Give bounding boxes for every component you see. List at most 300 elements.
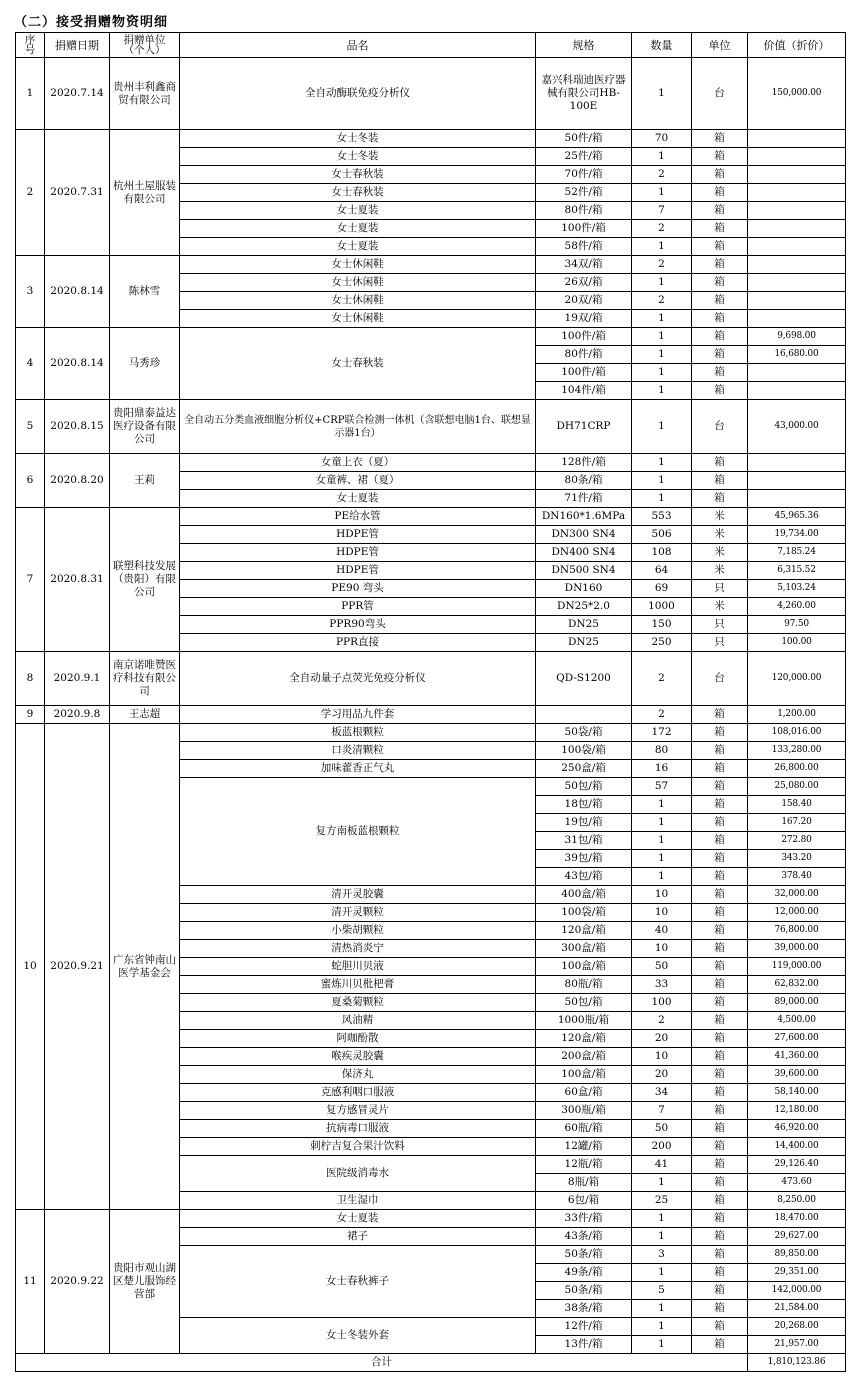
item-name-cell: 板蓝根颗粒 (180, 724, 536, 742)
spec-cell: 18包/箱 (536, 796, 632, 814)
value-cell: 378.40 (748, 868, 846, 886)
qty-cell: 1 (632, 184, 692, 202)
value-cell (748, 454, 846, 472)
unit-cell: 箱 (692, 994, 748, 1012)
value-cell: 58,140.00 (748, 1084, 846, 1102)
item-name-cell: 裙子 (180, 1228, 536, 1246)
date-cell: 2020.8.20 (45, 454, 110, 508)
value-cell: 150,000.00 (748, 58, 846, 130)
unit-cell: 箱 (692, 490, 748, 508)
unit-cell: 箱 (692, 1300, 748, 1318)
qty-cell: 1 (632, 310, 692, 328)
unit-cell: 箱 (692, 724, 748, 742)
qty-cell: 34 (632, 1084, 692, 1102)
spec-cell: 100件/箱 (536, 220, 632, 238)
header-row (16, 33, 846, 58)
unit-cell: 米 (692, 544, 748, 562)
qty-cell: 57 (632, 778, 692, 796)
qty-cell: 2 (632, 652, 692, 706)
spec-cell: 33件/箱 (536, 1210, 632, 1228)
header-spec: 规格 (536, 33, 632, 58)
value-cell: 7,185.24 (748, 544, 846, 562)
spec-cell: 70件/箱 (536, 166, 632, 184)
unit-cell: 米 (692, 562, 748, 580)
value-cell: 62,832.00 (748, 976, 846, 994)
item-name-cell: 女士休闲鞋 (180, 292, 536, 310)
qty-cell: 2 (632, 220, 692, 238)
spec-cell: 52件/箱 (536, 184, 632, 202)
item-name-cell: 女士春秋裤子 (180, 1246, 536, 1318)
spec-cell: DN25 (536, 616, 632, 634)
qty-cell: 1 (632, 1264, 692, 1282)
qty-cell: 41 (632, 1156, 692, 1174)
seq-cell: 3 (16, 256, 45, 328)
unit-cell: 箱 (692, 1030, 748, 1048)
item-name-cell: 阿咖酚散 (180, 1030, 536, 1048)
item-name-cell: 加味藿香正气丸 (180, 760, 536, 778)
value-cell: 18,470.00 (748, 1210, 846, 1228)
item-name-cell: 全自动酶联免疫分析仪 (180, 58, 536, 130)
spec-cell: DN400 SN4 (536, 544, 632, 562)
item-name-cell: 女士春秋装 (180, 166, 536, 184)
donor-cell: 贵州丰利鑫商贸有限公司 (110, 58, 180, 130)
value-cell: 20,268.00 (748, 1318, 846, 1336)
item-name-cell: 女士冬装外套 (180, 1318, 536, 1354)
table-row (16, 256, 846, 274)
item-name-cell: 复方感冒灵片 (180, 1102, 536, 1120)
spec-cell: 50件/箱 (536, 130, 632, 148)
item-name-cell: 抗病毒口服液 (180, 1120, 536, 1138)
spec-cell: 80件/箱 (536, 202, 632, 220)
item-name-cell: 清开灵胶囊 (180, 886, 536, 904)
qty-cell: 250 (632, 634, 692, 652)
value-cell: 142,000.00 (748, 1282, 846, 1300)
value-cell (748, 184, 846, 202)
qty-cell: 16 (632, 760, 692, 778)
table-row (16, 328, 846, 346)
unit-cell: 箱 (692, 706, 748, 724)
spec-cell: 50包/箱 (536, 778, 632, 796)
item-name-cell: 清开灵颗粒 (180, 904, 536, 922)
spec-cell: 50袋/箱 (536, 724, 632, 742)
date-cell: 2020.8.15 (45, 400, 110, 454)
unit-cell: 箱 (692, 958, 748, 976)
item-name-cell: 喉疾灵胶囊 (180, 1048, 536, 1066)
qty-cell: 25 (632, 1192, 692, 1210)
spec-cell: 13件/箱 (536, 1336, 632, 1354)
qty-cell: 1 (632, 238, 692, 256)
unit-cell: 箱 (692, 796, 748, 814)
qty-cell: 10 (632, 886, 692, 904)
date-cell: 2020.9.21 (45, 724, 110, 1210)
unit-cell: 箱 (692, 202, 748, 220)
value-cell: 167.20 (748, 814, 846, 832)
unit-cell: 箱 (692, 778, 748, 796)
item-name-cell: 蛇胆川贝液 (180, 958, 536, 976)
qty-cell: 1 (632, 1174, 692, 1192)
value-cell: 4,500.00 (748, 1012, 846, 1030)
value-cell: 5,103.24 (748, 580, 846, 598)
qty-cell: 33 (632, 976, 692, 994)
item-name-cell: 卫生湿巾 (180, 1192, 536, 1210)
donor-cell: 王莉 (110, 454, 180, 508)
value-cell: 41,360.00 (748, 1048, 846, 1066)
item-name-cell: PPR直接 (180, 634, 536, 652)
spec-cell: 1000瓶/箱 (536, 1012, 632, 1030)
item-name-cell: PPR管 (180, 598, 536, 616)
value-cell: 343.20 (748, 850, 846, 868)
unit-cell: 箱 (692, 292, 748, 310)
item-name-cell: 刺柠吉复合果汁饮料 (180, 1138, 536, 1156)
spec-cell: 19包/箱 (536, 814, 632, 832)
spec-cell: 300盒/箱 (536, 940, 632, 958)
unit-cell: 箱 (692, 832, 748, 850)
ledger-body (16, 33, 846, 1372)
item-name-cell: 女士休闲鞋 (180, 256, 536, 274)
qty-cell: 1 (632, 346, 692, 364)
unit-cell: 箱 (692, 328, 748, 346)
spec-cell: 39包/箱 (536, 850, 632, 868)
item-name-cell: 女士夏装 (180, 238, 536, 256)
value-cell: 8,250.00 (748, 1192, 846, 1210)
unit-cell: 箱 (692, 184, 748, 202)
value-cell: 89,850.00 (748, 1246, 846, 1264)
qty-cell: 1 (632, 868, 692, 886)
spec-cell: 43包/箱 (536, 868, 632, 886)
value-cell (748, 130, 846, 148)
unit-cell: 箱 (692, 1084, 748, 1102)
unit-cell: 箱 (692, 1210, 748, 1228)
spec-cell (536, 706, 632, 724)
table-row (16, 1210, 846, 1228)
qty-cell: 64 (632, 562, 692, 580)
unit-cell: 箱 (692, 922, 748, 940)
qty-cell: 1 (632, 1210, 692, 1228)
item-name-cell: 女童裤、裙（夏） (180, 472, 536, 490)
spec-cell: 19双/箱 (536, 310, 632, 328)
item-name-cell: PE90 弯头 (180, 580, 536, 598)
value-cell: 120,000.00 (748, 652, 846, 706)
header-donor (110, 33, 180, 58)
item-name-cell: 全自动五分类血液细胞分析仪+CRP联合检测一体机（含联想电脑1台、联想显示器1台） (180, 400, 536, 454)
qty-cell: 1 (632, 58, 692, 130)
value-cell (748, 364, 846, 382)
item-name-cell: 清热消炎宁 (180, 940, 536, 958)
spec-cell: 43条/箱 (536, 1228, 632, 1246)
header-value: 价值（折价） (748, 33, 846, 58)
value-cell: 25,080.00 (748, 778, 846, 796)
donor-cell: 陈林雪 (110, 256, 180, 328)
total-row (16, 1354, 846, 1372)
item-name-cell: 小柴胡颗粒 (180, 922, 536, 940)
section-title: （二）接受捐赠物资明细 (14, 15, 169, 30)
value-cell: 272.80 (748, 832, 846, 850)
value-cell: 29,126.40 (748, 1156, 846, 1174)
item-name-cell: 女士休闲鞋 (180, 310, 536, 328)
spec-cell: DN160*1.6MPa (536, 508, 632, 526)
qty-cell: 1000 (632, 598, 692, 616)
unit-cell: 箱 (692, 850, 748, 868)
spec-cell: 8瓶/箱 (536, 1174, 632, 1192)
qty-cell: 69 (632, 580, 692, 598)
date-cell: 2020.7.14 (45, 58, 110, 130)
qty-cell: 1 (632, 1300, 692, 1318)
qty-cell: 1 (632, 814, 692, 832)
unit-cell: 箱 (692, 1246, 748, 1264)
spec-cell: 26双/箱 (536, 274, 632, 292)
value-cell: 100.00 (748, 634, 846, 652)
item-name-cell: HDPE管 (180, 544, 536, 562)
qty-cell: 2 (632, 706, 692, 724)
unit-cell: 箱 (692, 256, 748, 274)
item-name-cell: 女士春秋装 (180, 184, 536, 202)
unit-cell: 台 (692, 400, 748, 454)
qty-cell: 1 (632, 472, 692, 490)
seq-cell: 6 (16, 454, 45, 508)
table-row (16, 58, 846, 130)
item-name-cell: PPR90弯头 (180, 616, 536, 634)
spec-cell: DN300 SN4 (536, 526, 632, 544)
spec-cell: 71件/箱 (536, 490, 632, 508)
unit-cell: 箱 (692, 1336, 748, 1354)
item-name-cell: 夏桑菊颗粒 (180, 994, 536, 1012)
value-cell (748, 472, 846, 490)
unit-cell: 箱 (692, 1120, 748, 1138)
unit-cell: 箱 (692, 472, 748, 490)
table-row (16, 130, 846, 148)
spec-cell: 49条/箱 (536, 1264, 632, 1282)
spec-cell: 100盒/箱 (536, 958, 632, 976)
spec-cell: 80瓶/箱 (536, 976, 632, 994)
unit-cell: 箱 (692, 1156, 748, 1174)
item-name-cell: 风油精 (180, 1012, 536, 1030)
value-cell: 43,000.00 (748, 400, 846, 454)
value-cell: 108,016.00 (748, 724, 846, 742)
spec-cell: 120盒/箱 (536, 1030, 632, 1048)
table-row (16, 508, 846, 526)
date-cell: 2020.9.1 (45, 652, 110, 706)
unit-cell: 箱 (692, 1318, 748, 1336)
value-cell (748, 256, 846, 274)
value-cell: 4,260.00 (748, 598, 846, 616)
qty-cell: 1 (632, 832, 692, 850)
item-name-cell: 女童上衣（夏） (180, 454, 536, 472)
qty-cell: 200 (632, 1138, 692, 1156)
qty-cell: 50 (632, 958, 692, 976)
item-name-cell: 保济丸 (180, 1066, 536, 1084)
value-cell (748, 148, 846, 166)
donor-cell: 广东省钟南山医学基金会 (110, 724, 180, 1210)
qty-cell: 2 (632, 292, 692, 310)
item-name-cell: 女士休闲鞋 (180, 274, 536, 292)
total-value: 1,810,123.86 (748, 1354, 846, 1372)
spec-cell: 58件/箱 (536, 238, 632, 256)
spec-cell: 250盒/箱 (536, 760, 632, 778)
item-name-cell: 克感利咽口服液 (180, 1084, 536, 1102)
value-cell: 32,000.00 (748, 886, 846, 904)
unit-cell: 箱 (692, 1264, 748, 1282)
value-cell (748, 382, 846, 400)
item-name-cell: PE给水管 (180, 508, 536, 526)
spec-cell: 400盒/箱 (536, 886, 632, 904)
value-cell: 19,734.00 (748, 526, 846, 544)
qty-cell: 1 (632, 796, 692, 814)
value-cell: 9,698.00 (748, 328, 846, 346)
donor-cell: 王志超 (110, 706, 180, 724)
unit-cell: 米 (692, 598, 748, 616)
unit-cell: 台 (692, 58, 748, 130)
qty-cell: 10 (632, 940, 692, 958)
qty-cell: 553 (632, 508, 692, 526)
qty-cell: 1 (632, 1336, 692, 1354)
unit-cell: 只 (692, 616, 748, 634)
header-qty: 数量 (632, 33, 692, 58)
date-cell: 2020.8.14 (45, 256, 110, 328)
qty-cell: 7 (632, 1102, 692, 1120)
unit-cell: 台 (692, 652, 748, 706)
item-name-cell: 女士春秋装 (180, 328, 536, 400)
seq-cell: 7 (16, 508, 45, 652)
item-name-cell: 女士冬装 (180, 130, 536, 148)
unit-cell: 箱 (692, 364, 748, 382)
spec-cell: 100盒/箱 (536, 1066, 632, 1084)
seq-cell: 1 (16, 58, 45, 130)
qty-cell: 100 (632, 994, 692, 1012)
seq-cell: 2 (16, 130, 45, 256)
qty-cell: 10 (632, 904, 692, 922)
donor-cell: 贵阳鼎泰益达医疗设备有限公司 (110, 400, 180, 454)
donor-cell: 马秀珍 (110, 328, 180, 400)
item-name-cell: 全自动量子点荧光免疫分析仪 (180, 652, 536, 706)
seq-cell: 9 (16, 706, 45, 724)
seq-cell: 10 (16, 724, 45, 1210)
table-row (16, 400, 846, 454)
value-cell: 46,920.00 (748, 1120, 846, 1138)
spec-cell: DN160 (536, 580, 632, 598)
qty-cell: 1 (632, 1228, 692, 1246)
unit-cell: 箱 (692, 760, 748, 778)
header-unit: 单位 (692, 33, 748, 58)
unit-cell: 米 (692, 508, 748, 526)
spec-cell: 20双/箱 (536, 292, 632, 310)
seq-cell: 5 (16, 400, 45, 454)
value-cell: 16,680.00 (748, 346, 846, 364)
unit-cell: 米 (692, 526, 748, 544)
qty-cell: 20 (632, 1030, 692, 1048)
qty-cell: 1 (632, 364, 692, 382)
value-cell: 45,965.36 (748, 508, 846, 526)
spec-cell: DH71CRP (536, 400, 632, 454)
spec-cell: 嘉兴科瑞迪医疗器械有限公司HB-100E (536, 58, 632, 130)
header-seq-line1: 序 (24, 33, 36, 46)
value-cell (748, 220, 846, 238)
unit-cell: 箱 (692, 1102, 748, 1120)
qty-cell: 1 (632, 328, 692, 346)
value-cell: 76,800.00 (748, 922, 846, 940)
table-row (16, 454, 846, 472)
qty-cell: 108 (632, 544, 692, 562)
spec-cell: 100袋/箱 (536, 904, 632, 922)
header-seq-line2: 号 (24, 44, 36, 56)
value-cell: 21,584.00 (748, 1300, 846, 1318)
spec-cell: 200盒/箱 (536, 1048, 632, 1066)
unit-cell: 箱 (692, 976, 748, 994)
table-row (16, 652, 846, 706)
spec-cell: 60瓶/箱 (536, 1120, 632, 1138)
item-name-cell: 蜜炼川贝枇杷膏 (180, 976, 536, 994)
donation-ledger-table (15, 32, 846, 1372)
table-row (16, 724, 846, 742)
value-cell (748, 292, 846, 310)
spec-cell: 100袋/箱 (536, 742, 632, 760)
unit-cell: 箱 (692, 310, 748, 328)
donor-cell: 杭州土屋服装有限公司 (110, 130, 180, 256)
unit-cell: 箱 (692, 1282, 748, 1300)
table-row (16, 706, 846, 724)
spec-cell: QD-S1200 (536, 652, 632, 706)
qty-cell: 1 (632, 454, 692, 472)
qty-cell: 5 (632, 1282, 692, 1300)
qty-cell: 80 (632, 742, 692, 760)
value-cell: 133,280.00 (748, 742, 846, 760)
unit-cell: 箱 (692, 1048, 748, 1066)
spec-cell: 104件/箱 (536, 382, 632, 400)
donor-cell: 贵阳市观山湖区楚儿服饰经营部 (110, 1210, 180, 1354)
spec-cell: 80件/箱 (536, 346, 632, 364)
unit-cell: 箱 (692, 1192, 748, 1210)
spec-cell: 128件/箱 (536, 454, 632, 472)
value-cell: 29,351.00 (748, 1264, 846, 1282)
total-label: 合计 (16, 1354, 748, 1372)
qty-cell: 172 (632, 724, 692, 742)
unit-cell: 箱 (692, 1066, 748, 1084)
spec-cell: 300瓶/箱 (536, 1102, 632, 1120)
unit-cell: 箱 (692, 346, 748, 364)
value-cell: 158.40 (748, 796, 846, 814)
item-name-cell: HDPE管 (180, 526, 536, 544)
unit-cell: 箱 (692, 940, 748, 958)
spec-cell: 50条/箱 (536, 1282, 632, 1300)
unit-cell: 箱 (692, 220, 748, 238)
seq-cell: 11 (16, 1210, 45, 1354)
unit-cell: 只 (692, 634, 748, 652)
qty-cell: 1 (632, 382, 692, 400)
value-cell (748, 274, 846, 292)
spec-cell: DN500 SN4 (536, 562, 632, 580)
value-cell: 14,400.00 (748, 1138, 846, 1156)
spec-cell: 34双/箱 (536, 256, 632, 274)
unit-cell: 箱 (692, 130, 748, 148)
item-name-cell: 女士夏装 (180, 1210, 536, 1228)
value-cell: 119,000.00 (748, 958, 846, 976)
spec-cell: 12罐/箱 (536, 1138, 632, 1156)
item-name-cell: 口炎清颗粒 (180, 742, 536, 760)
value-cell (748, 166, 846, 184)
unit-cell: 箱 (692, 904, 748, 922)
seq-cell: 4 (16, 328, 45, 400)
spec-cell: DN25 (536, 634, 632, 652)
qty-cell: 1 (632, 148, 692, 166)
spec-cell: 6包/箱 (536, 1192, 632, 1210)
unit-cell: 箱 (692, 1012, 748, 1030)
item-name-cell: 女士夏装 (180, 220, 536, 238)
value-cell: 21,957.00 (748, 1336, 846, 1354)
spec-cell: 12瓶/箱 (536, 1156, 632, 1174)
value-cell: 473.60 (748, 1174, 846, 1192)
value-cell: 12,000.00 (748, 904, 846, 922)
qty-cell: 1 (632, 850, 692, 868)
date-cell: 2020.8.31 (45, 508, 110, 652)
